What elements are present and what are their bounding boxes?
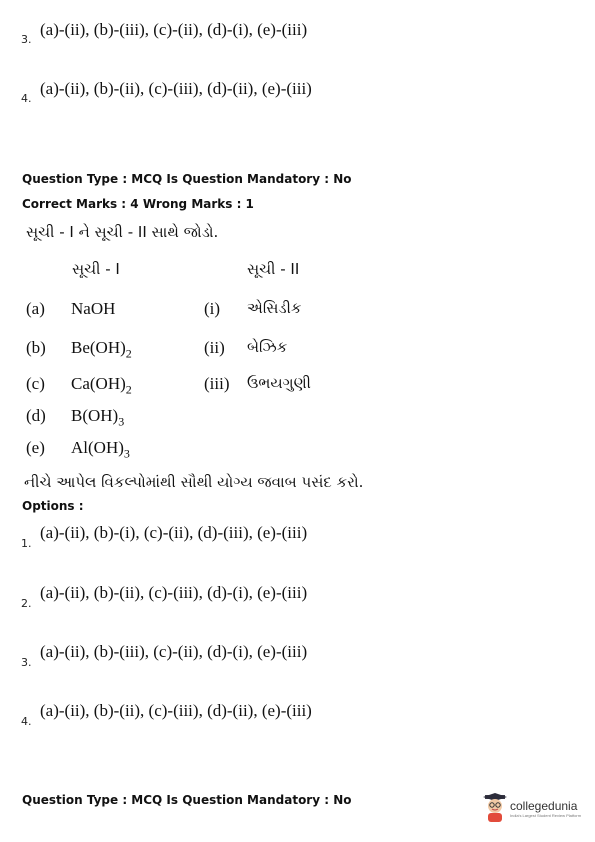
option-text: (a)-(ii), (b)-(ii), (c)-(iii), (d)-(ii), (e)-(iii) — [40, 701, 312, 720]
row-roman: (iii) — [204, 374, 230, 393]
option-number: 1. — [21, 537, 32, 550]
options-label: Options : — [22, 499, 84, 513]
mascot-icon — [482, 793, 508, 823]
option-text: (a)-(ii), (b)-(iii), (c)-(ii), (d)-(i), (e)-(iii) — [40, 20, 308, 39]
question-prompt: નીચે આપેલ વિકલ્પોમાંથી સૌથી યોગ્ય જવાબ પસંદ કરો. — [24, 473, 364, 491]
row-label: (e) — [26, 438, 45, 457]
option-number: 2. — [21, 597, 32, 610]
row-label: (c) — [26, 374, 45, 393]
row-formula: $Al(OH)_3$ — [71, 438, 130, 461]
option-text: (a)-(ii), (b)-(iii), (c)-(ii), (d)-(i), (e)-(iii) — [40, 642, 308, 661]
row-label: (a) — [26, 299, 45, 318]
row-formula: $Be(OH)_2$ — [71, 338, 132, 361]
option-text: (a)-(ii), (b)-(i), (c)-(ii), (d)-(iii), (e)-(iii) — [40, 523, 308, 542]
row-formula: $Ca(OH)_2$ — [71, 374, 132, 397]
option-number: 3. — [21, 33, 32, 46]
row-property: એસિડીક — [247, 299, 302, 317]
row-property: બેઝિક — [247, 338, 288, 356]
question-type-line: Question Type : MCQ Is Question Mandatory : No — [22, 172, 352, 186]
marks-line: Correct Marks : 4 Wrong Marks : 1 — [22, 197, 254, 211]
row-label: (b) — [26, 338, 46, 357]
row-roman: (i) — [204, 299, 221, 318]
question-instruction: સૂચી - I ને સૂચી - II સાથે જોડો. — [26, 223, 219, 241]
collegedunia-logo — [482, 791, 590, 825]
row-formula: $B(OH)_3$ — [71, 406, 125, 429]
option-text: (a)-(ii), (b)-(ii), (c)-(iii), (d)-(ii), (e)-(iii) — [40, 79, 312, 98]
list1-header: સૂચી - I — [72, 260, 120, 278]
option-number: 4. — [21, 715, 32, 728]
logo-tagline: India's Largest Student Review Platform — [510, 812, 582, 818]
row-label: (d) — [26, 406, 46, 425]
option-number: 3. — [21, 656, 32, 669]
row-formula: NaOH — [71, 299, 116, 318]
row-roman: (ii) — [204, 338, 225, 357]
list2-header: સૂચી - II — [247, 260, 300, 278]
row-property: ઉભયગુણી — [247, 374, 311, 392]
option-number: 4. — [21, 92, 32, 105]
logo-name: collegedunia — [510, 798, 578, 813]
next-question-type-line: Question Type : MCQ Is Question Mandatory : No — [22, 793, 352, 807]
option-text: (a)-(ii), (b)-(ii), (c)-(iii), (d)-(i), (e)-(iii) — [40, 583, 308, 602]
